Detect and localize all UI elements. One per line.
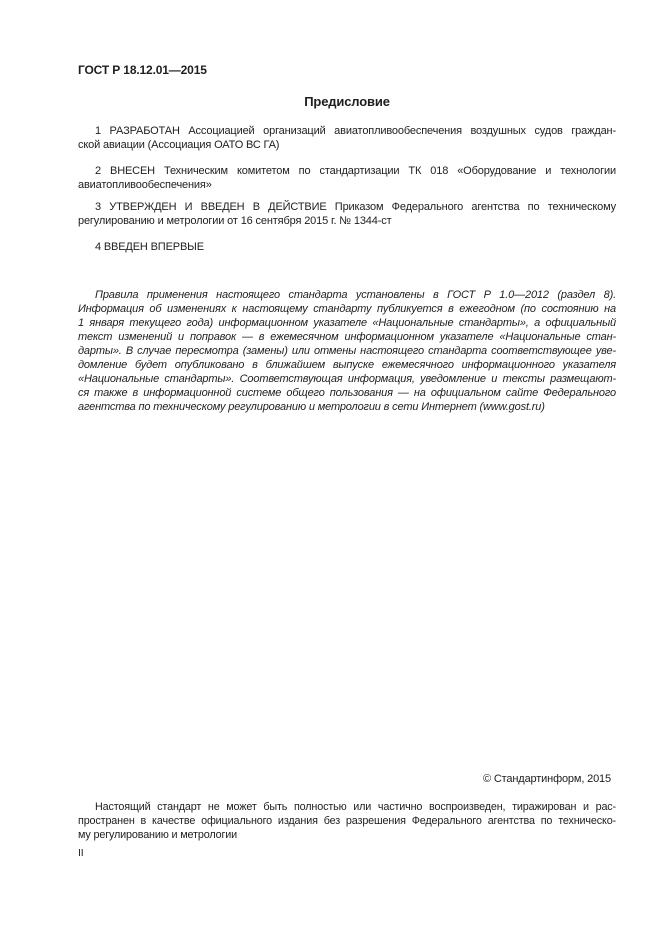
text-line: «Национальные стандарты». Соответствующая информация, уведомление и тексты размещают- bbox=[78, 373, 616, 385]
distribution-restriction-note bbox=[78, 800, 616, 842]
text-line: Правила применения настоящего стандарта установлены в ГОСТ Р 1.0—2012 (раздел 8). bbox=[95, 289, 616, 301]
copyright-line: © Стандартинформ, 2015 bbox=[482, 773, 611, 785]
text-line: текст изменений и поправок — в ежемесячном информационном указателе «Национальные стан- bbox=[78, 331, 616, 343]
text-line: 4 ВВЕДЕН ВПЕРВЫЕ bbox=[95, 241, 204, 253]
page-title: Предисловие bbox=[304, 94, 390, 109]
text-line: дарты». В случае пересмотра (замены) или отмены настоящего стандарта соответствующее уве- bbox=[78, 345, 616, 357]
foreword-item-2 bbox=[78, 164, 616, 192]
text-line: пространен в качестве официального издания без разрешения Федерального агентства по техническо- bbox=[78, 815, 616, 827]
text-line: 1 января текущего года) информационном указателе «Национальные стандарты», а официальный bbox=[78, 317, 616, 329]
foreword-item-4 bbox=[78, 240, 616, 254]
text-line: 3 УТВЕРЖДЕН И ВВЕДЕН В ДЕЙСТВИЕ Приказом Федерального агентства по техническому bbox=[95, 201, 616, 213]
doc-code: ГОСТ Р 18.12.01—2015 bbox=[78, 63, 207, 77]
foreword-item-1 bbox=[78, 124, 616, 152]
text-line: ся также в информационной системе общего пользования — на официальном сайте Федерального bbox=[78, 387, 616, 399]
page-number: II bbox=[78, 847, 84, 859]
rules-application-note bbox=[78, 288, 616, 414]
text-line: Настоящий стандарт не может быть полностью или частично воспроизведен, тиражирован и рас- bbox=[95, 801, 616, 813]
foreword-item-3 bbox=[78, 200, 616, 228]
text-line: му регулированию и метрологии bbox=[78, 829, 237, 841]
text-line: авиатопливообеспечения» bbox=[78, 179, 212, 191]
text-line: агентства по техническому регулированию и метрологии в сети Интернет (www.gost.ru) bbox=[78, 401, 545, 413]
text-line: домление будет опубликовано в ближайшем выпуске ежемесячного информационного указателя bbox=[78, 359, 616, 371]
text-line: регулированию и метрологии от 16 сентября 2015 г. № 1344-ст bbox=[78, 215, 392, 227]
text-line: 1 РАЗРАБОТАН Ассоциацией организаций авиатопливообеспечения воздушных судов граждан- bbox=[95, 125, 616, 137]
text-line: ской авиации (Ассоциация ОАТО ВС ГА) bbox=[78, 139, 280, 151]
text-line: Информация об изменениях к настоящему стандарту публикуется в ежегодном (по состоянию на bbox=[78, 303, 616, 315]
text-line: 2 ВНЕСЕН Техническим комитетом по стандартизации ТК 018 «Оборудование и технологии bbox=[95, 165, 616, 177]
